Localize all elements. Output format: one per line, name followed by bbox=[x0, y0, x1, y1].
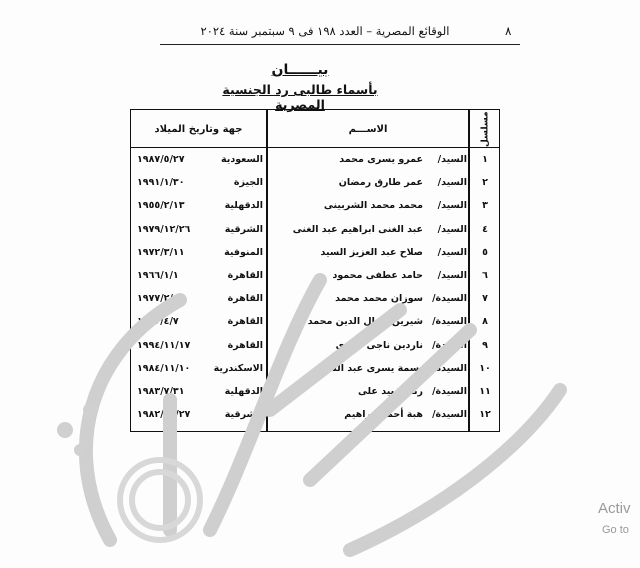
birth-date: ١٩٧٩/١٢/٢٦ bbox=[137, 223, 191, 235]
birth-place: الجيزة bbox=[233, 177, 263, 189]
applicants-table bbox=[130, 109, 500, 432]
birth-date: ١٩٨٧/٥/٢٧ bbox=[137, 154, 185, 165]
table-row bbox=[131, 173, 499, 196]
person-name: شيرين جمال الدين محمد bbox=[307, 316, 423, 328]
birth-place: الاسكندرية bbox=[213, 362, 263, 374]
birth-date: ١٩٩٤/١١/١٧ bbox=[137, 339, 191, 351]
person-title: السيدة/ bbox=[432, 409, 467, 421]
person-title: السيدة/ bbox=[432, 339, 467, 351]
person-name: هبة أحمد ابراهيم bbox=[344, 409, 423, 421]
header-rule bbox=[160, 44, 520, 45]
person-name: محمد محمد الشربينى bbox=[323, 200, 423, 212]
person-title: السيد/ bbox=[437, 270, 467, 281]
birth-date: ١٩٥٥/٢/١٣ bbox=[137, 200, 185, 212]
header-serial: مسلسل bbox=[480, 111, 491, 147]
birth-date: ١٩٧٧/٢/١٦ bbox=[137, 293, 185, 305]
table-row bbox=[131, 196, 499, 219]
serial-number: ٥ bbox=[482, 246, 488, 258]
person-name: نسمة يسرى عبد السلام bbox=[313, 362, 423, 374]
person-name: عمر طارق رمضان bbox=[338, 177, 423, 189]
table-row bbox=[131, 289, 499, 312]
header-name: الاســـم bbox=[348, 123, 388, 135]
birth-date: ١٩٧٢/٣/١١ bbox=[137, 246, 185, 258]
person-name: سوزان محمد محمد bbox=[335, 293, 423, 305]
birth-date: ١٩٨٢/١١/٢٧ bbox=[137, 409, 191, 421]
table-row bbox=[131, 266, 499, 289]
table-row bbox=[131, 243, 499, 266]
person-title: السيدة/ bbox=[432, 386, 467, 397]
birth-place: القاهرة bbox=[227, 339, 263, 351]
activate-windows-title: Activ bbox=[598, 500, 631, 517]
serial-number: ٤ bbox=[482, 223, 488, 235]
person-name: عبد الغنى ابراهيم عبد الغنى bbox=[292, 223, 423, 235]
person-title: السيد/ bbox=[437, 200, 467, 212]
person-name: رنا السيد على bbox=[357, 386, 423, 397]
serial-number: ٧ bbox=[482, 293, 488, 305]
page-number: ٨ bbox=[505, 24, 512, 38]
person-title: السيد/ bbox=[437, 154, 467, 165]
activate-windows-subtitle: Go to bbox=[602, 524, 629, 536]
table-row bbox=[131, 405, 499, 428]
person-title: السيد/ bbox=[437, 177, 467, 189]
person-title: السيدة/ bbox=[432, 293, 467, 305]
birth-date: ١٩٨٣/٤/٧ bbox=[137, 316, 179, 328]
birth-place: الدقهلية bbox=[224, 200, 263, 212]
birth-date: ١٩٦٦/١/١ bbox=[137, 270, 179, 281]
running-header: الوقائع المصرية – العدد ١٩٨ فى ٩ سبتمبر سنة ٢٠٢٤ bbox=[200, 24, 450, 38]
birth-place: المنوفية bbox=[224, 246, 263, 258]
serial-number: ١٢ bbox=[479, 409, 491, 421]
person-name: عمرو يسرى محمد bbox=[339, 154, 423, 165]
person-name: حامد عطفى محمود bbox=[332, 270, 423, 281]
serial-number: ٢ bbox=[482, 177, 488, 189]
birth-place: الدقهلية bbox=[224, 386, 263, 397]
table-header bbox=[131, 110, 499, 148]
person-title: السيدة/ bbox=[432, 362, 467, 374]
person-title: السيدة/ bbox=[432, 316, 467, 328]
serial-number: ٨ bbox=[482, 316, 488, 328]
person-name: صلاح عبد العزيز السيد bbox=[320, 246, 423, 258]
table-row bbox=[131, 336, 499, 359]
birth-place: القاهرة bbox=[227, 293, 263, 305]
birth-date: ١٩٨٣/٧/٣١ bbox=[137, 386, 185, 397]
person-name: ناردين ناجى فخرى bbox=[335, 339, 423, 351]
birth-place: القاهرة bbox=[227, 270, 263, 281]
serial-number: ١٠ bbox=[479, 362, 491, 374]
serial-number: ١ bbox=[482, 154, 488, 165]
header-birth: جهة وتاريخ الميلاد bbox=[154, 123, 243, 135]
document-title: بيــــــان bbox=[271, 62, 329, 78]
serial-number: ٦ bbox=[482, 270, 488, 281]
person-title: السيد/ bbox=[437, 246, 467, 258]
serial-number: ٣ bbox=[482, 200, 488, 212]
table-row bbox=[131, 312, 499, 335]
birth-place: الشرقية bbox=[224, 223, 263, 235]
table-row bbox=[131, 359, 499, 382]
birth-place: السعودية bbox=[220, 154, 263, 165]
birth-date: ١٩٨٤/١١/١٠ bbox=[137, 362, 191, 374]
table-row bbox=[131, 220, 499, 243]
person-title: السيد/ bbox=[437, 223, 467, 235]
birth-place: القاهرة bbox=[227, 316, 263, 328]
serial-number: ١١ bbox=[479, 386, 491, 397]
document-subtitle: بأسماء طالبى رد الجنسية المصرية bbox=[222, 82, 378, 112]
birth-place: الشرقية bbox=[224, 409, 263, 421]
table-row bbox=[131, 382, 499, 405]
table-row bbox=[131, 150, 499, 173]
birth-date: ١٩٩١/١/٣٠ bbox=[137, 177, 185, 189]
serial-number: ٩ bbox=[482, 339, 488, 351]
